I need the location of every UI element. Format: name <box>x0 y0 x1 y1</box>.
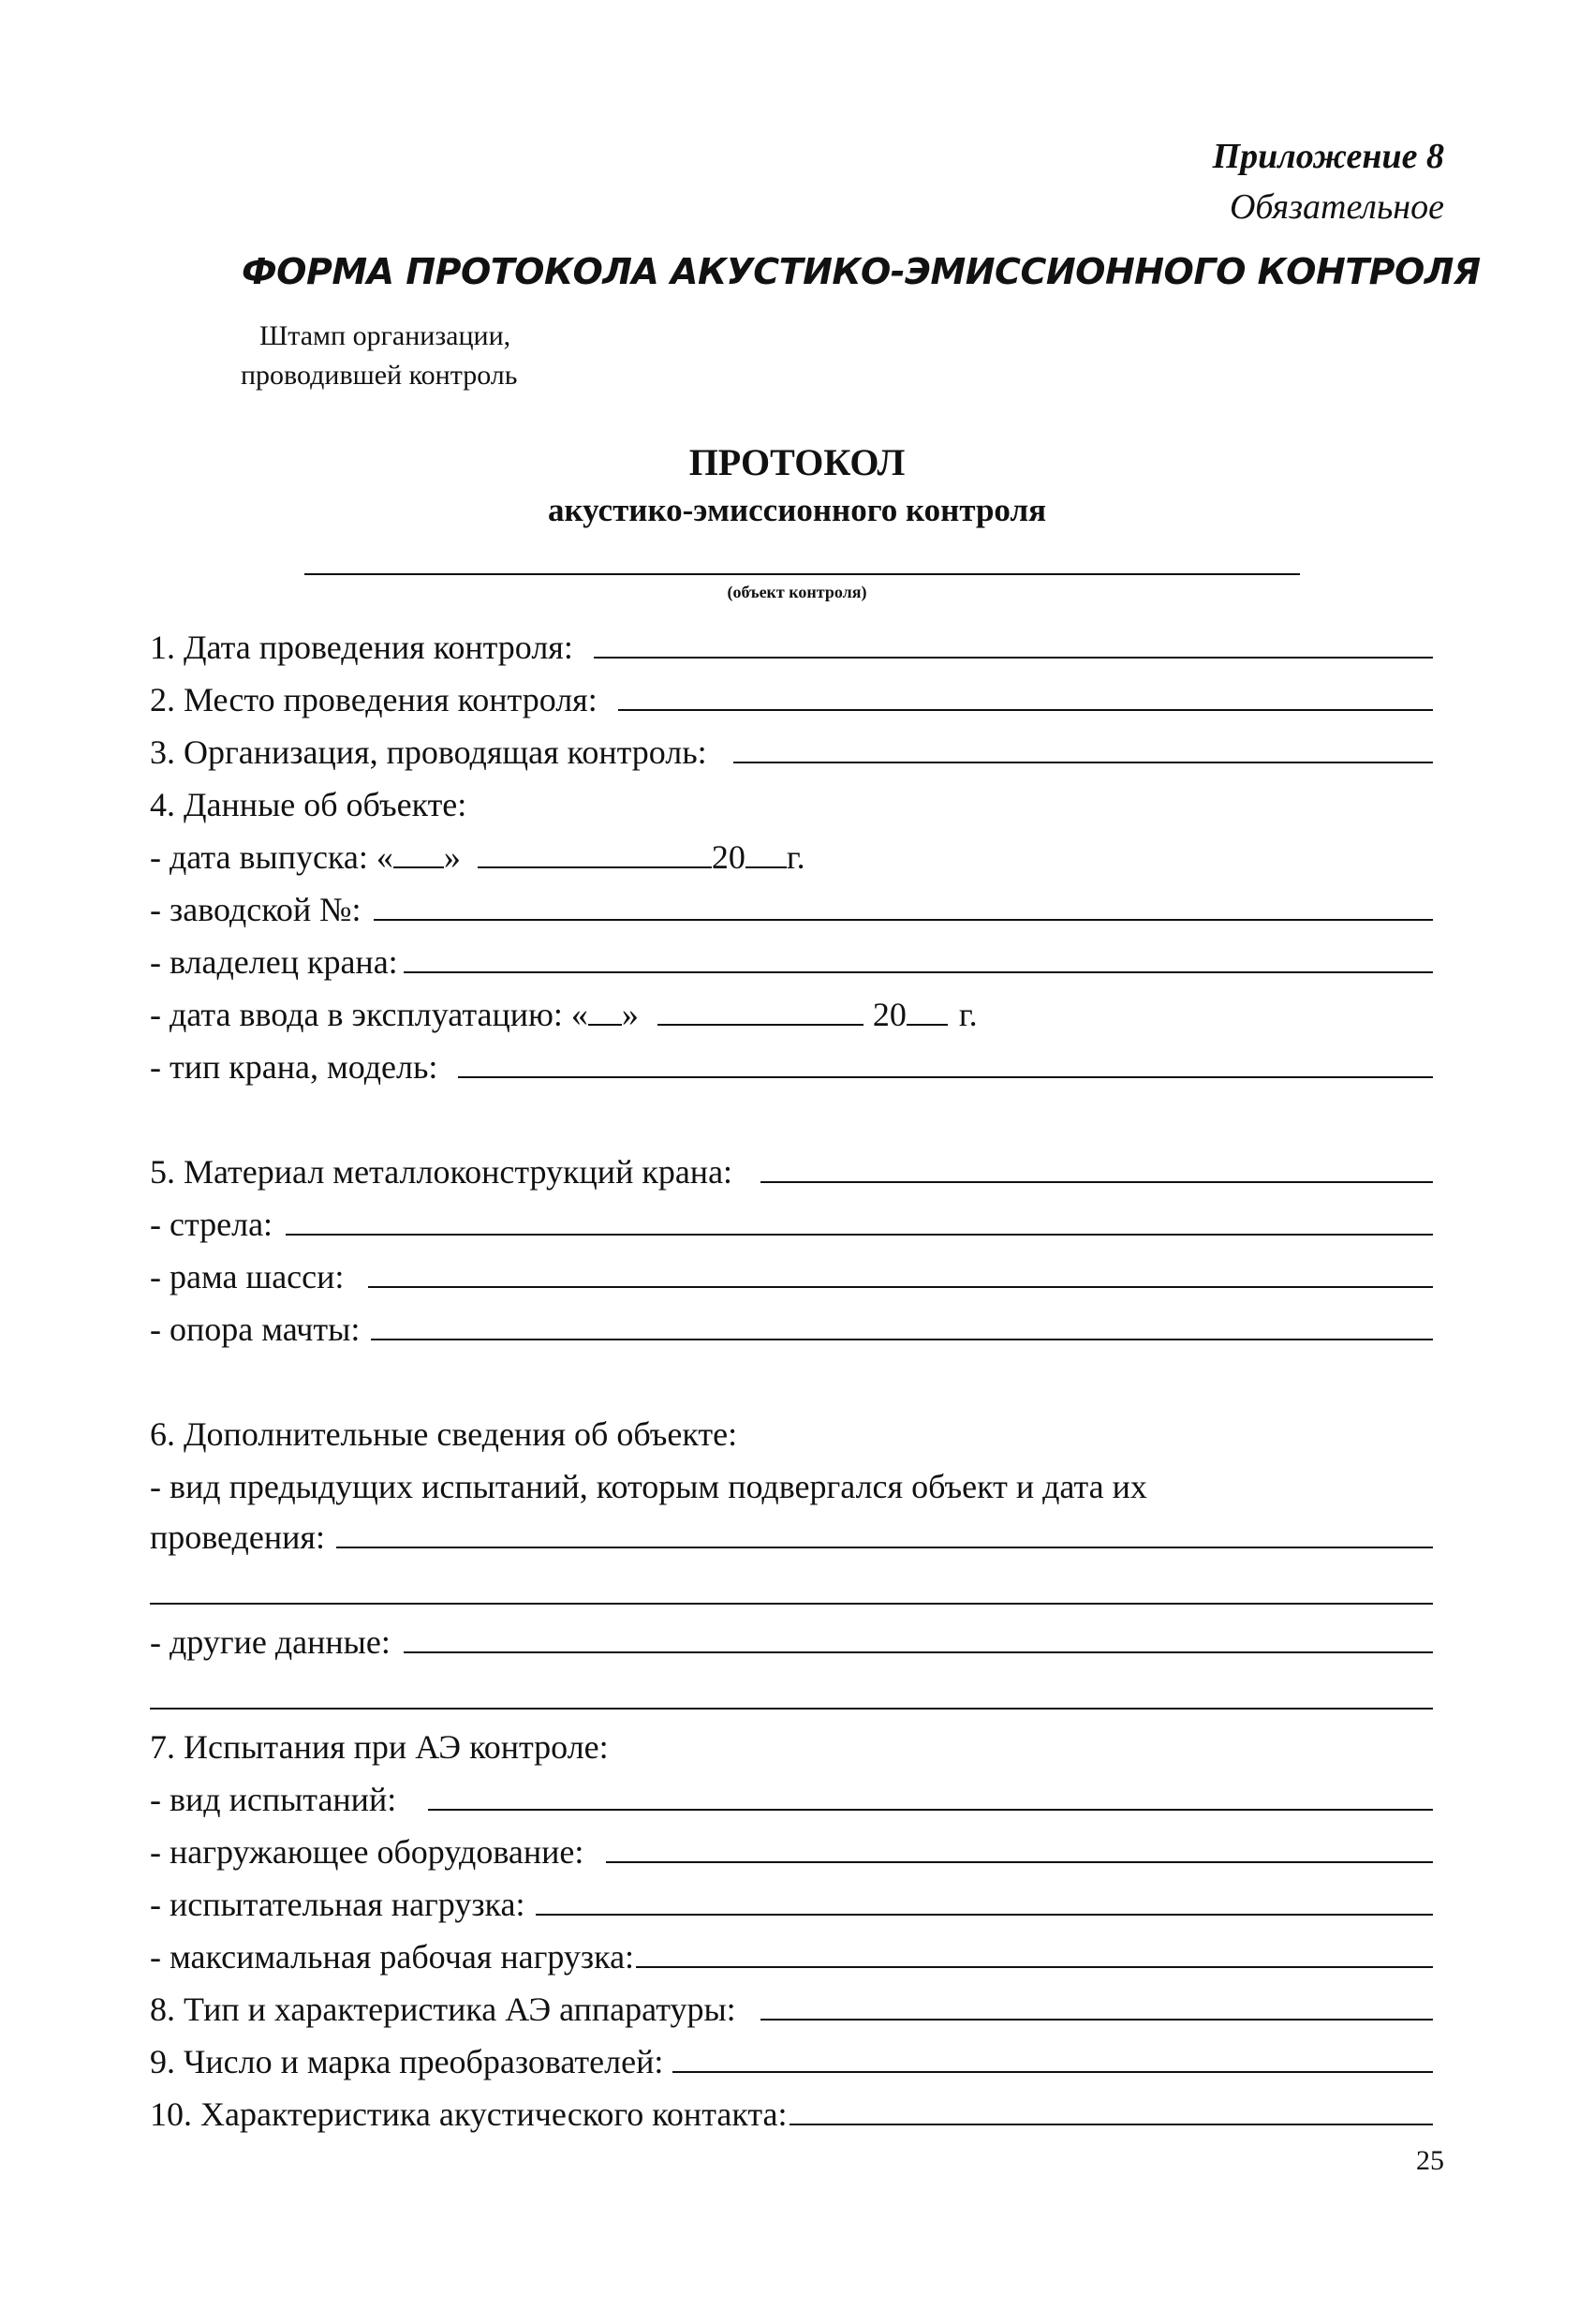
field-ae-equipment <box>150 1980 1433 2029</box>
page-number: 25 <box>1416 2145 1444 2176</box>
field-label: 10. Характеристика акустического контакта: <box>150 2095 788 2133</box>
appendix-number: Приложение 8 <box>1212 137 1444 176</box>
field-label: - владелец крана: <box>150 943 398 981</box>
field-test-load <box>150 1875 1433 1924</box>
year-blank[interactable] <box>907 1023 948 1026</box>
field-blank[interactable] <box>371 1338 1433 1340</box>
field-blank[interactable] <box>536 1913 1433 1916</box>
field-test-type <box>150 1770 1433 1819</box>
field-label: 5. Материал металлоконструкций крана: <box>150 1153 733 1191</box>
object-control-caption: (объект контроля) <box>727 583 867 601</box>
year-blank[interactable] <box>745 866 787 868</box>
field-label: 6. Дополнительные сведения об объекте: <box>150 1415 738 1453</box>
field-blank[interactable] <box>286 1233 1433 1236</box>
year-prefix: 20 <box>711 838 745 876</box>
field-blank[interactable] <box>606 1860 1433 1863</box>
field-label: 9. Число и марка преобразователей: <box>150 2043 664 2080</box>
field-transducers <box>150 2033 1433 2081</box>
field-label: - опора мачты: <box>150 1310 361 1348</box>
field-max-working-load <box>150 1928 1433 1976</box>
field-blank[interactable] <box>404 1650 1433 1653</box>
field-label: - заводской №: <box>150 891 362 928</box>
field-label: 3. Организация, проводящая контроль: <box>150 733 707 771</box>
quote-close: » <box>443 838 461 876</box>
field-label: - вид предыдущих испытаний, которым подвергался объект и дата их <box>150 1468 1147 1505</box>
field-acoustic-contact <box>150 2085 1433 2134</box>
year-suffix: г. <box>786 838 805 876</box>
field-commissioning-date <box>150 985 1433 1034</box>
field-label: - тип крана, модель: <box>150 1048 438 1086</box>
field-boom <box>150 1195 1433 1244</box>
field-crane-type <box>150 1038 1433 1087</box>
field-release-date <box>150 828 1433 877</box>
field-label: - другие данные: <box>150 1623 391 1661</box>
field-label: - стрела: <box>150 1206 273 1243</box>
field-blank[interactable] <box>428 1808 1433 1811</box>
field-label: 1. Дата проведения контроля: <box>150 629 573 666</box>
year-suffix: г. <box>958 996 978 1033</box>
year-prefix: 20 <box>872 996 907 1033</box>
field-blank[interactable] <box>733 761 1433 763</box>
field-loading-equipment <box>150 1823 1433 1872</box>
protocol-title: ПРОТОКОЛ <box>688 441 906 483</box>
section-object-data <box>150 776 1433 824</box>
other-data-extra-line[interactable] <box>150 1708 1433 1710</box>
field-label: 4. Данные об объекте: <box>150 786 467 823</box>
field-blank[interactable] <box>458 1075 1433 1078</box>
field-blank[interactable] <box>636 1965 1433 1968</box>
appendix-status: Обязательное <box>1229 187 1444 227</box>
section-ae-tests <box>150 1718 1433 1767</box>
field-label: - вид испытаний: <box>150 1781 397 1818</box>
field-mast-support <box>150 1300 1433 1349</box>
field-blank[interactable] <box>672 2070 1433 2073</box>
day-blank[interactable] <box>588 1023 622 1026</box>
month-blank[interactable] <box>657 1023 863 1026</box>
appendix-label <box>1213 131 1444 232</box>
field-blank[interactable] <box>404 970 1433 973</box>
field-chassis-frame <box>150 1248 1433 1296</box>
field-blank[interactable] <box>618 708 1433 711</box>
field-control-date <box>150 618 1433 667</box>
field-other-data <box>150 1613 1433 1662</box>
stamp-line-2: проводившей контроль <box>241 360 518 391</box>
field-previous-tests <box>150 1458 1433 1506</box>
field-label: 2. Место проведения контроля: <box>150 681 598 718</box>
field-blank[interactable] <box>336 1546 1433 1548</box>
field-blank[interactable] <box>790 2123 1433 2125</box>
field-previous-tests-cont <box>150 1508 1433 1557</box>
month-blank[interactable] <box>478 866 712 868</box>
previous-tests-extra-line[interactable] <box>150 1603 1433 1605</box>
field-control-place <box>150 671 1433 719</box>
field-blank[interactable] <box>760 2018 1433 2021</box>
organization-stamp-placeholder <box>241 317 517 395</box>
field-label: - нагружающее оборудование: <box>150 1833 584 1871</box>
field-label: - дата выпуска: « <box>150 838 393 876</box>
field-label: 7. Испытания при АЭ контроле: <box>150 1728 609 1766</box>
field-blank[interactable] <box>760 1180 1433 1183</box>
form-title: ФОРМА ПРОТОКОЛА АКУСТИКО-ЭМИССИОННОГО КОНТРОЛЯ <box>242 251 1481 292</box>
object-control-blank[interactable] <box>304 573 1300 575</box>
field-label: проведения: <box>150 1518 325 1556</box>
day-blank[interactable] <box>393 866 444 868</box>
field-label: - рама шасси: <box>150 1258 345 1295</box>
field-material <box>150 1143 1433 1192</box>
stamp-line-1: Штамп организации, <box>259 320 511 351</box>
quote-close: » <box>621 996 639 1033</box>
field-blank[interactable] <box>374 918 1433 921</box>
protocol-subtitle: акустико-эмиссионного контроля <box>547 492 1047 528</box>
section-additional-info <box>150 1405 1433 1454</box>
field-label: - дата ввода в эксплуатацию: « <box>150 996 588 1033</box>
field-blank[interactable] <box>368 1285 1433 1288</box>
field-label: 8. Тип и характеристика АЭ аппаратуры: <box>150 1991 736 2028</box>
field-serial-number <box>150 881 1433 929</box>
field-organization <box>150 723 1433 772</box>
field-blank[interactable] <box>594 656 1433 659</box>
field-crane-owner <box>150 933 1433 982</box>
field-label: - испытательная нагрузка: <box>150 1886 525 1923</box>
field-label: - максимальная рабочая нагрузка: <box>150 1938 635 1976</box>
